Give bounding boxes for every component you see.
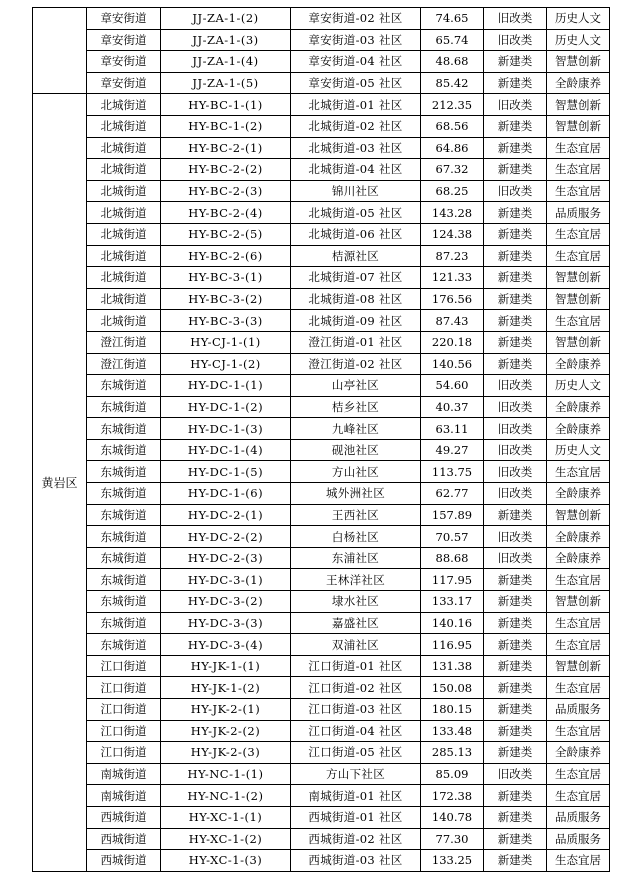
community-cell: 西城街道-03 社区	[291, 850, 421, 872]
theme-cell: 历史人文	[547, 439, 610, 461]
community-cell: 西城街道-01 社区	[291, 806, 421, 828]
type-cell: 新建类	[484, 115, 547, 137]
type-cell: 新建类	[484, 202, 547, 224]
street-cell: 北城街道	[87, 223, 161, 245]
area-cell: 68.25	[421, 180, 484, 202]
table-row	[33, 612, 610, 634]
street-cell: 西城街道	[87, 828, 161, 850]
type-cell: 新建类	[484, 159, 547, 181]
area-cell: 133.17	[421, 591, 484, 613]
street-cell: 章安街道	[87, 51, 161, 73]
community-table	[32, 7, 610, 872]
community-cell: 南城街道-01 社区	[291, 785, 421, 807]
table-row	[33, 115, 610, 137]
table-row	[33, 202, 610, 224]
area-cell: 65.74	[421, 29, 484, 51]
street-cell: 江口街道	[87, 677, 161, 699]
type-cell: 新建类	[484, 331, 547, 353]
theme-cell: 智慧创新	[547, 267, 610, 289]
table-row	[33, 699, 610, 721]
community-cell: 江口街道-03 社区	[291, 699, 421, 721]
code-cell: HY-DC-1-(1)	[161, 375, 291, 397]
theme-cell: 生态宜居	[547, 612, 610, 634]
type-cell: 新建类	[484, 785, 547, 807]
type-cell: 新建类	[484, 720, 547, 742]
code-cell: HY-DC-3-(2)	[161, 591, 291, 613]
code-cell: HY-XC-1-(2)	[161, 828, 291, 850]
table-row	[33, 850, 610, 872]
code-cell: HY-BC-2-(6)	[161, 245, 291, 267]
type-cell: 旧改类	[484, 375, 547, 397]
theme-cell: 全龄康养	[547, 353, 610, 375]
community-cell: 章安街道-03 社区	[291, 29, 421, 51]
type-cell: 新建类	[484, 806, 547, 828]
type-cell: 新建类	[484, 267, 547, 289]
theme-cell: 生态宜居	[547, 677, 610, 699]
community-cell: 王西社区	[291, 504, 421, 526]
street-cell: 东城街道	[87, 634, 161, 656]
type-cell: 旧改类	[484, 94, 547, 116]
area-cell: 285.13	[421, 742, 484, 764]
street-cell: 西城街道	[87, 850, 161, 872]
table-row	[33, 94, 610, 116]
table-row	[33, 267, 610, 289]
area-cell: 140.56	[421, 353, 484, 375]
area-cell: 116.95	[421, 634, 484, 656]
theme-cell: 生态宜居	[547, 223, 610, 245]
code-cell: HY-DC-3-(4)	[161, 634, 291, 656]
type-cell: 新建类	[484, 288, 547, 310]
type-cell: 旧改类	[484, 547, 547, 569]
table-row	[33, 8, 610, 30]
area-cell: 68.56	[421, 115, 484, 137]
theme-cell: 全龄康养	[547, 418, 610, 440]
area-cell: 63.11	[421, 418, 484, 440]
code-cell: HY-BC-2-(2)	[161, 159, 291, 181]
type-cell: 新建类	[484, 591, 547, 613]
community-cell: 章安街道-05 社区	[291, 72, 421, 94]
street-cell: 澄江街道	[87, 331, 161, 353]
street-cell: 北城街道	[87, 267, 161, 289]
code-cell: HY-NC-1-(2)	[161, 785, 291, 807]
table-row	[33, 526, 610, 548]
theme-cell: 全龄康养	[547, 742, 610, 764]
street-cell: 北城街道	[87, 115, 161, 137]
table-row	[33, 677, 610, 699]
type-cell: 旧改类	[484, 396, 547, 418]
area-cell: 150.08	[421, 677, 484, 699]
code-cell: HY-XC-1-(1)	[161, 806, 291, 828]
code-cell: HY-DC-3-(3)	[161, 612, 291, 634]
table-row	[33, 137, 610, 159]
type-cell: 新建类	[484, 569, 547, 591]
code-cell: HY-BC-1-(2)	[161, 115, 291, 137]
table-row	[33, 461, 610, 483]
theme-cell: 生态宜居	[547, 785, 610, 807]
code-cell: HY-DC-2-(1)	[161, 504, 291, 526]
area-cell: 212.35	[421, 94, 484, 116]
code-cell: HY-BC-3-(3)	[161, 310, 291, 332]
theme-cell: 历史人文	[547, 29, 610, 51]
theme-cell: 全龄康养	[547, 483, 610, 505]
code-cell: HY-DC-3-(1)	[161, 569, 291, 591]
street-cell: 章安街道	[87, 29, 161, 51]
street-cell: 北城街道	[87, 310, 161, 332]
street-cell: 东城街道	[87, 547, 161, 569]
street-cell: 东城街道	[87, 461, 161, 483]
theme-cell: 生态宜居	[547, 461, 610, 483]
table-row	[33, 223, 610, 245]
table-row	[33, 396, 610, 418]
area-cell: 157.89	[421, 504, 484, 526]
community-cell: 江口街道-01 社区	[291, 655, 421, 677]
type-cell: 新建类	[484, 245, 547, 267]
type-cell: 新建类	[484, 850, 547, 872]
table-row	[33, 655, 610, 677]
code-cell: HY-CJ-1-(2)	[161, 353, 291, 375]
theme-cell: 生态宜居	[547, 850, 610, 872]
street-cell: 北城街道	[87, 288, 161, 310]
community-cell: 江口街道-02 社区	[291, 677, 421, 699]
area-cell: 54.60	[421, 375, 484, 397]
street-cell: 章安街道	[87, 72, 161, 94]
theme-cell: 生态宜居	[547, 159, 610, 181]
street-cell: 东城街道	[87, 396, 161, 418]
area-cell: 133.48	[421, 720, 484, 742]
area-cell: 87.23	[421, 245, 484, 267]
area-cell: 64.86	[421, 137, 484, 159]
area-cell: 62.77	[421, 483, 484, 505]
community-cell: 北城街道-04 社区	[291, 159, 421, 181]
code-cell: JJ-ZA-1-(4)	[161, 51, 291, 73]
street-cell: 北城街道	[87, 245, 161, 267]
type-cell: 新建类	[484, 828, 547, 850]
street-cell: 东城街道	[87, 612, 161, 634]
street-cell: 西城街道	[87, 806, 161, 828]
code-cell: JJ-ZA-1-(2)	[161, 8, 291, 30]
area-cell: 121.33	[421, 267, 484, 289]
community-cell: 北城街道-03 社区	[291, 137, 421, 159]
type-cell: 旧改类	[484, 439, 547, 461]
table-row	[33, 51, 610, 73]
code-cell: HY-BC-1-(1)	[161, 94, 291, 116]
area-cell: 124.38	[421, 223, 484, 245]
table-row	[33, 742, 610, 764]
type-cell: 新建类	[484, 504, 547, 526]
area-cell: 172.38	[421, 785, 484, 807]
community-cell: 九峰社区	[291, 418, 421, 440]
theme-cell: 历史人文	[547, 375, 610, 397]
code-cell: HY-NC-1-(1)	[161, 763, 291, 785]
code-cell: HY-JK-1-(1)	[161, 655, 291, 677]
street-cell: 东城街道	[87, 375, 161, 397]
community-cell: 北城街道-02 社区	[291, 115, 421, 137]
table-row	[33, 159, 610, 181]
type-cell: 新建类	[484, 742, 547, 764]
type-cell: 新建类	[484, 51, 547, 73]
code-cell: HY-DC-1-(3)	[161, 418, 291, 440]
community-cell: 锦川社区	[291, 180, 421, 202]
street-cell: 北城街道	[87, 137, 161, 159]
community-cell: 江口街道-04 社区	[291, 720, 421, 742]
district-cell: 黄岩区	[33, 94, 87, 871]
code-cell: HY-DC-2-(3)	[161, 547, 291, 569]
code-cell: HY-BC-2-(3)	[161, 180, 291, 202]
community-cell: 北城街道-09 社区	[291, 310, 421, 332]
table-row	[33, 439, 610, 461]
type-cell: 旧改类	[484, 418, 547, 440]
code-cell: HY-BC-2-(5)	[161, 223, 291, 245]
street-cell: 北城街道	[87, 159, 161, 181]
table-row	[33, 591, 610, 613]
street-cell: 江口街道	[87, 742, 161, 764]
street-cell: 江口街道	[87, 720, 161, 742]
area-cell: 88.68	[421, 547, 484, 569]
type-cell: 旧改类	[484, 29, 547, 51]
table-row	[33, 806, 610, 828]
table-row	[33, 785, 610, 807]
area-cell: 133.25	[421, 850, 484, 872]
community-cell: 西城街道-02 社区	[291, 828, 421, 850]
area-cell: 220.18	[421, 331, 484, 353]
street-cell: 东城街道	[87, 418, 161, 440]
table-row	[33, 763, 610, 785]
table-row	[33, 180, 610, 202]
area-cell: 180.15	[421, 699, 484, 721]
type-cell: 新建类	[484, 72, 547, 94]
community-cell: 嘉盛社区	[291, 612, 421, 634]
theme-cell: 智慧创新	[547, 51, 610, 73]
community-cell: 砚池社区	[291, 439, 421, 461]
theme-cell: 智慧创新	[547, 504, 610, 526]
street-cell: 南城街道	[87, 763, 161, 785]
table-row	[33, 483, 610, 505]
area-cell: 140.16	[421, 612, 484, 634]
community-cell: 北城街道-07 社区	[291, 267, 421, 289]
table-row	[33, 375, 610, 397]
street-cell: 东城街道	[87, 591, 161, 613]
street-cell: 东城街道	[87, 483, 161, 505]
street-cell: 东城街道	[87, 439, 161, 461]
code-cell: JJ-ZA-1-(5)	[161, 72, 291, 94]
type-cell: 旧改类	[484, 180, 547, 202]
community-cell: 北城街道-08 社区	[291, 288, 421, 310]
code-cell: HY-JK-2-(1)	[161, 699, 291, 721]
code-cell: HY-DC-2-(2)	[161, 526, 291, 548]
type-cell: 旧改类	[484, 763, 547, 785]
table-row	[33, 288, 610, 310]
community-cell: 白杨社区	[291, 526, 421, 548]
theme-cell: 智慧创新	[547, 94, 610, 116]
table-row	[33, 310, 610, 332]
street-cell: 北城街道	[87, 94, 161, 116]
community-cell: 双浦社区	[291, 634, 421, 656]
street-cell: 江口街道	[87, 699, 161, 721]
type-cell: 新建类	[484, 612, 547, 634]
street-cell: 章安街道	[87, 8, 161, 30]
street-cell: 东城街道	[87, 526, 161, 548]
area-cell: 85.09	[421, 763, 484, 785]
community-cell: 北城街道-06 社区	[291, 223, 421, 245]
code-cell: HY-DC-1-(2)	[161, 396, 291, 418]
community-cell: 方山社区	[291, 461, 421, 483]
type-cell: 新建类	[484, 223, 547, 245]
theme-cell: 生态宜居	[547, 763, 610, 785]
community-cell: 北城街道-05 社区	[291, 202, 421, 224]
table-row	[33, 569, 610, 591]
street-cell: 东城街道	[87, 504, 161, 526]
street-cell: 北城街道	[87, 180, 161, 202]
area-cell: 85.42	[421, 72, 484, 94]
street-cell: 北城街道	[87, 202, 161, 224]
table-row	[33, 504, 610, 526]
area-cell: 87.43	[421, 310, 484, 332]
area-cell: 140.78	[421, 806, 484, 828]
code-cell: HY-CJ-1-(1)	[161, 331, 291, 353]
table-row	[33, 72, 610, 94]
area-cell: 67.32	[421, 159, 484, 181]
area-cell: 176.56	[421, 288, 484, 310]
theme-cell: 全龄康养	[547, 72, 610, 94]
theme-cell: 品质服务	[547, 202, 610, 224]
community-cell: 北城街道-01 社区	[291, 94, 421, 116]
theme-cell: 品质服务	[547, 828, 610, 850]
community-cell: 章安街道-02 社区	[291, 8, 421, 30]
theme-cell: 生态宜居	[547, 720, 610, 742]
theme-cell: 生态宜居	[547, 180, 610, 202]
community-cell: 城外洲社区	[291, 483, 421, 505]
street-cell: 南城街道	[87, 785, 161, 807]
community-cell: 澄江街道-01 社区	[291, 331, 421, 353]
table-row	[33, 418, 610, 440]
area-cell: 74.65	[421, 8, 484, 30]
type-cell: 旧改类	[484, 526, 547, 548]
type-cell: 新建类	[484, 655, 547, 677]
community-cell: 桔源社区	[291, 245, 421, 267]
theme-cell: 全龄康养	[547, 547, 610, 569]
code-cell: HY-XC-1-(3)	[161, 850, 291, 872]
theme-cell: 智慧创新	[547, 115, 610, 137]
community-cell: 方山下社区	[291, 763, 421, 785]
area-cell: 77.30	[421, 828, 484, 850]
district-cell-previous	[33, 8, 87, 94]
community-cell: 澄江街道-02 社区	[291, 353, 421, 375]
theme-cell: 生态宜居	[547, 310, 610, 332]
table-row	[33, 29, 610, 51]
table-row	[33, 634, 610, 656]
area-cell: 131.38	[421, 655, 484, 677]
community-cell: 东浦社区	[291, 547, 421, 569]
theme-cell: 生态宜居	[547, 137, 610, 159]
community-cell: 江口街道-05 社区	[291, 742, 421, 764]
table-row	[33, 720, 610, 742]
area-cell: 117.95	[421, 569, 484, 591]
area-cell: 113.75	[421, 461, 484, 483]
theme-cell: 历史人文	[547, 8, 610, 30]
type-cell: 新建类	[484, 699, 547, 721]
area-cell: 49.27	[421, 439, 484, 461]
community-cell: 桔乡社区	[291, 396, 421, 418]
area-cell: 40.37	[421, 396, 484, 418]
theme-cell: 全龄康养	[547, 526, 610, 548]
code-cell: HY-BC-2-(4)	[161, 202, 291, 224]
community-cell: 山亭社区	[291, 375, 421, 397]
type-cell: 新建类	[484, 634, 547, 656]
type-cell: 新建类	[484, 677, 547, 699]
code-cell: HY-BC-3-(2)	[161, 288, 291, 310]
code-cell: HY-DC-1-(5)	[161, 461, 291, 483]
code-cell: HY-JK-2-(3)	[161, 742, 291, 764]
table-row	[33, 353, 610, 375]
community-cell: 王林洋社区	[291, 569, 421, 591]
theme-cell: 生态宜居	[547, 245, 610, 267]
type-cell: 新建类	[484, 137, 547, 159]
type-cell: 新建类	[484, 353, 547, 375]
type-cell: 旧改类	[484, 8, 547, 30]
street-cell: 东城街道	[87, 569, 161, 591]
type-cell: 新建类	[484, 310, 547, 332]
community-cell: 埭水社区	[291, 591, 421, 613]
street-cell: 澄江街道	[87, 353, 161, 375]
theme-cell: 生态宜居	[547, 569, 610, 591]
code-cell: HY-DC-1-(4)	[161, 439, 291, 461]
code-cell: HY-BC-2-(1)	[161, 137, 291, 159]
theme-cell: 品质服务	[547, 699, 610, 721]
code-cell: HY-DC-1-(6)	[161, 483, 291, 505]
code-cell: HY-JK-2-(2)	[161, 720, 291, 742]
street-cell: 江口街道	[87, 655, 161, 677]
community-cell: 章安街道-04 社区	[291, 51, 421, 73]
area-cell: 48.68	[421, 51, 484, 73]
type-cell: 旧改类	[484, 483, 547, 505]
theme-cell: 智慧创新	[547, 331, 610, 353]
theme-cell: 智慧创新	[547, 288, 610, 310]
code-cell: HY-JK-1-(2)	[161, 677, 291, 699]
table-row	[33, 828, 610, 850]
table-row	[33, 547, 610, 569]
code-cell: JJ-ZA-1-(3)	[161, 29, 291, 51]
theme-cell: 智慧创新	[547, 655, 610, 677]
area-cell: 70.57	[421, 526, 484, 548]
area-cell: 143.28	[421, 202, 484, 224]
theme-cell: 品质服务	[547, 806, 610, 828]
theme-cell: 全龄康养	[547, 396, 610, 418]
type-cell: 旧改类	[484, 461, 547, 483]
code-cell: HY-BC-3-(1)	[161, 267, 291, 289]
table-row	[33, 245, 610, 267]
table-row	[33, 331, 610, 353]
theme-cell: 智慧创新	[547, 591, 610, 613]
theme-cell: 生态宜居	[547, 634, 610, 656]
